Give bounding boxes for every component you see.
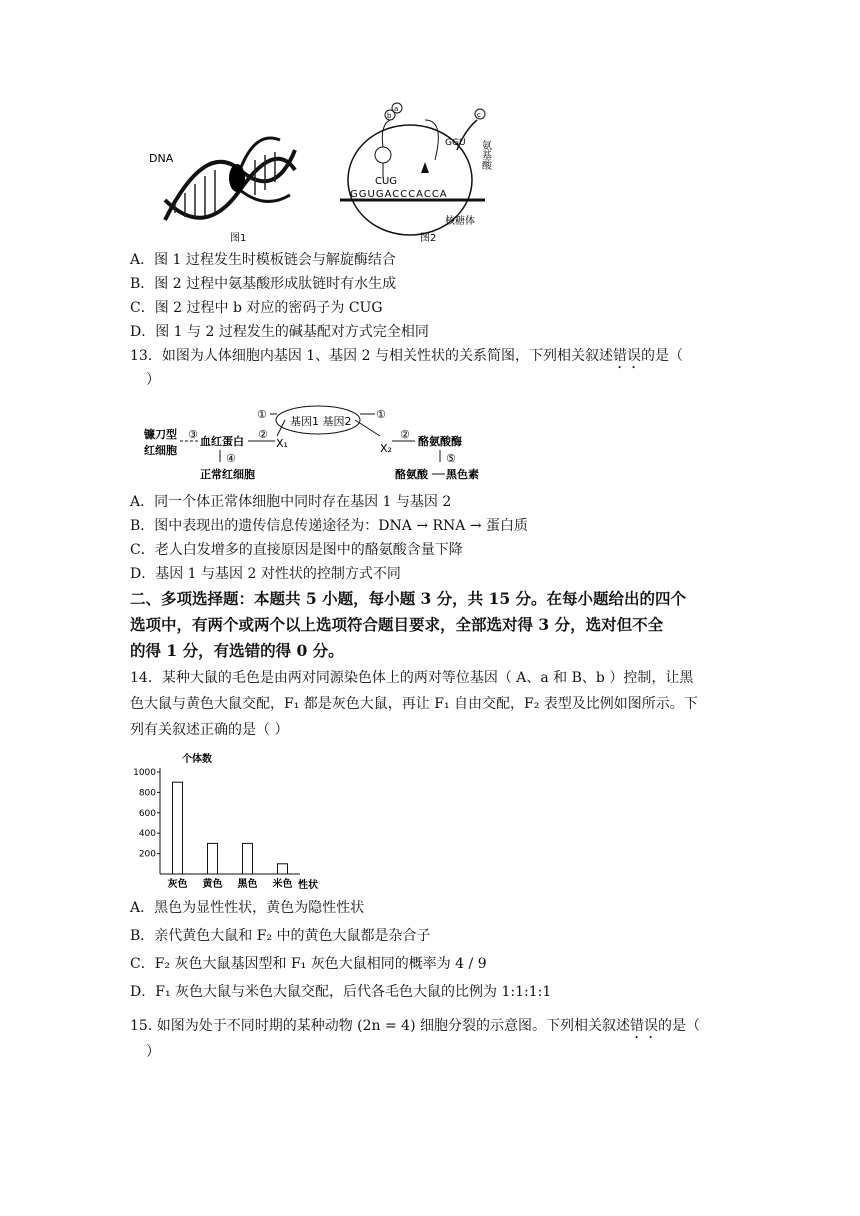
svg-text:GGU: GGU <box>445 138 466 148</box>
bar <box>208 843 218 874</box>
fig2-caption: 图2 <box>420 233 437 244</box>
chart-xlabel: 性状 <box>298 880 318 891</box>
y-tick-label: 800 <box>138 788 156 799</box>
q13-stem: 13．如图为人体细胞内基因 1、基因 2 与相关性状的关系简图，下列相关叙述错误的是（ <box>130 348 683 364</box>
x-tick-label: 米色 <box>272 879 293 890</box>
gene-box-label: 基因1 基因2 <box>290 415 352 428</box>
x-tick-label: 灰色 <box>167 879 188 890</box>
sickle-label: 镰刀型 <box>144 428 177 441</box>
svg-text:⑤: ⑤ <box>446 452 456 465</box>
q14-stem-line1: 14．某种大鼠的毛色是由两对同源染色体上的两对等位基因（ A、a 和 B、b ）控制，让黑 <box>130 670 694 686</box>
q14-option-b: B．亲代黄色大鼠和 F₂ 中的黄色大鼠都是杂合子 <box>130 928 431 944</box>
x-tick-label: 黑色 <box>237 879 258 890</box>
q13-option-a: A．同一个体正常体细胞中同时存在基因 1 与基因 2 <box>130 494 452 510</box>
tyrosinase-label: 酪氨酸酶 <box>418 435 462 448</box>
section2-line1: 二、多项选择题：本题共 5 小题，每小题 3 分，共 15 分。在每小题给出的四个 <box>130 589 687 608</box>
bar <box>278 864 288 874</box>
q14-option-a: A．黑色为显性性状，黄色为隐性性状 <box>130 900 365 916</box>
q15-stem: 15. 如图为处于不同时期的某种动物 (2n = 4) 细胞分裂的示意图。下列相关叙述错误的是（ <box>130 1018 700 1034</box>
svg-text:③: ③ <box>188 428 198 441</box>
svg-text:b: b <box>387 112 392 120</box>
fig1-caption: 图1 <box>230 233 247 244</box>
figure-dna-translation <box>145 100 500 245</box>
q12-option-a: A．图 1 过程发生时模板链会与解旋酶结合 <box>130 252 396 268</box>
normal-rbc-label: 正常红细胞 <box>200 468 255 481</box>
bar <box>243 843 253 874</box>
q12-option-d: D．图 1 与 2 过程发生的碱基配对方式完全相同 <box>130 324 429 340</box>
q12-option-b: B．图 2 过程中氨基酸形成肽链时有水生成 <box>130 276 397 292</box>
section2-line2: 选项中，有两个或两个以上选项符合题目要求，全部选对得 3 分，选对但不全 <box>130 615 664 634</box>
amino-acid-label: 氨基酸 <box>479 140 491 170</box>
hemoglobin-label: 血红蛋白 <box>200 435 244 448</box>
bar-chart <box>128 750 324 892</box>
q12-option-c: C．图 2 过程中 b 对应的密码子为 CUG <box>130 300 383 316</box>
svg-text:②: ② <box>400 428 410 441</box>
section2-line3: 的得 1 分，有选错的得 0 分。 <box>130 641 344 660</box>
y-tick-label: 400 <box>138 829 156 840</box>
svg-text:④: ④ <box>226 452 236 465</box>
q14-stem-line3: 列有关叙述正确的是（ ） <box>130 722 289 738</box>
x-tick-label: 黄色 <box>202 879 223 890</box>
svg-text:c: c <box>477 111 481 119</box>
svg-text:X₂: X₂ <box>380 442 392 455</box>
svg-text:①: ① <box>257 408 267 421</box>
q13-option-b: B．图中表现出的遗传信息传递途径为：DNA → RNA → 蛋白质 <box>130 518 529 534</box>
y-tick-label: 600 <box>138 808 156 819</box>
q13-option-d: D．基因 1 与基因 2 对性状的控制方式不同 <box>130 566 401 582</box>
svg-text:a: a <box>394 105 399 113</box>
q13-option-c: C．老人白发增多的直接原因是图中的酪氨酸含量下降 <box>130 542 463 558</box>
y-tick-label: 1000 <box>133 768 156 778</box>
q13-stem-close: ） <box>146 372 160 388</box>
svg-text:①: ① <box>376 408 386 421</box>
ribosome-label: 核糖体 <box>445 216 475 227</box>
q14-stem-line2: 色大鼠与黄色大鼠交配，F₁ 都是灰色大鼠，再让 F₁ 自由交配，F₂ 表型及比例如图所示。下 <box>130 696 698 712</box>
svg-text:X₁: X₁ <box>276 437 288 450</box>
q14-option-c: C．F₂ 灰色大鼠基因型和 F₁ 灰色大鼠相同的概率为 4 / 9 <box>130 956 487 972</box>
mrna-sequence: GGUGACCCACCA <box>350 189 448 200</box>
svg-text:红细胞: 红细胞 <box>144 444 177 457</box>
tyrosine-label: 酪氨酸 <box>395 468 428 481</box>
bar <box>173 782 183 874</box>
gene-trait-diagram <box>140 398 500 488</box>
dna-label: DNA <box>149 152 174 165</box>
q14-option-d: D．F₁ 灰色大鼠与米色大鼠交配，后代各毛色大鼠的比例为 1:1:1:1 <box>130 984 552 1000</box>
svg-text:②: ② <box>258 428 268 441</box>
y-tick-label: 200 <box>138 849 156 860</box>
chart-ylabel: 个体数 <box>182 754 212 765</box>
q15-stem-close: ） <box>146 1044 160 1060</box>
anticodon: CUG <box>375 176 398 187</box>
melanin-label: 黑色素 <box>446 468 479 481</box>
